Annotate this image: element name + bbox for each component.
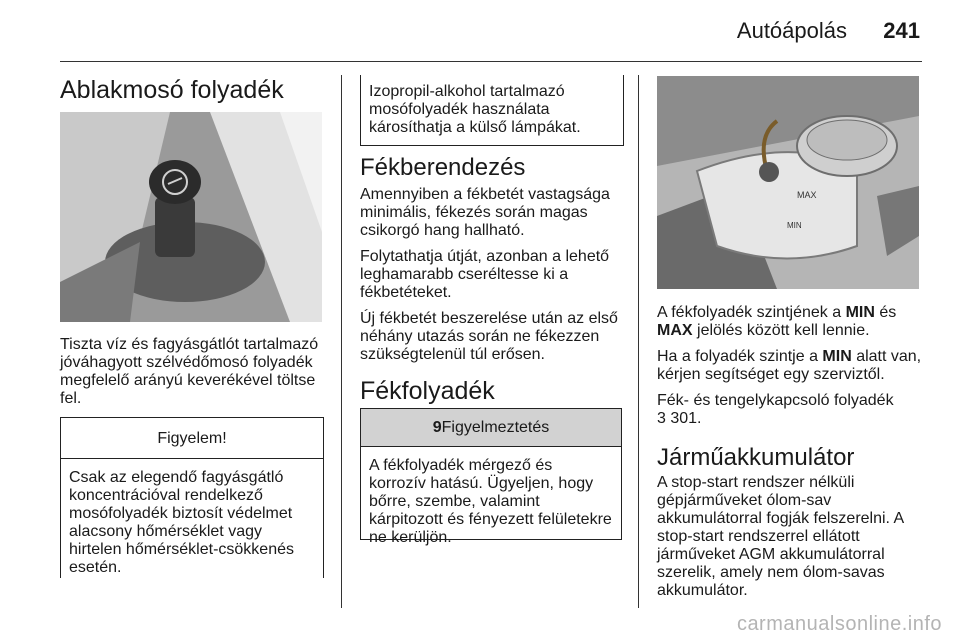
max-mark-label: MAX (797, 190, 817, 200)
text-fragment: A fékfolyadék szintjének a (657, 304, 846, 321)
max-label: MAX (657, 322, 693, 339)
section-heading-brakes: Fékberendezés (360, 154, 526, 181)
warning-text: A fékfolyadék mérgező és korrozív hatású. Ügyeljen, hogy bőrre, szembe, valamint kárpitozott és fényezett felületekre ne kerüljön. (369, 457, 612, 546)
text-fragment: alatt van, kérjen segítséget egy szerviztől. (657, 348, 922, 383)
page-number: 241 (883, 18, 920, 43)
continued-notice-box (360, 75, 624, 146)
brake-fluid-reservoir-photo (657, 76, 919, 289)
section-heading-brake-fluid: Fékfolyadék (360, 377, 495, 405)
washer-reservoir-illustration (60, 112, 322, 322)
section-heading-washer-fluid: Ablakmosó folyadék (60, 76, 284, 104)
brake-fluid-low-text (657, 348, 927, 384)
watermark-text: carmanualsonline.info (736, 613, 942, 635)
text-fragment: jelölés között kell lennie. (692, 322, 870, 339)
text-fragment: Ha a folyadék szintje a (657, 348, 823, 365)
column-divider-2 (638, 75, 639, 608)
text-fragment: és (874, 304, 897, 321)
notice-box (60, 417, 324, 578)
washer-fluid-text: Tiszta víz és fagyásgátlót tartalmazó jóváhagyott szélvédőmosó folyadék megfelelő arányú keverékével töltse fel. (60, 336, 319, 407)
brakes-text-1: Amennyiben a fékbetét vastagsága minimális, fékezés során magas csikorgó hang hallható. (360, 186, 610, 239)
brakes-text-2: Folytathatja útját, azonban a lehető leghamarabb cseréltesse ki a fékbetéteket. (360, 248, 610, 301)
text-fragment: Fék- és tengelykapcsoló folyadék (657, 392, 894, 409)
min-label: MIN (845, 304, 875, 321)
continued-notice-text: Izopropil-alkohol tartalmazó mosófolyadék használata károsíthatja a külső lámpákat. (369, 83, 581, 136)
battery-text: A stop-start rendszer nélküli gépjárműveket ólom-sav akkumulátorral fogják felszerelni. A stop-start rendszerrel ellátott járműveket AGM akkumulátorral szerelik, amely nem ólom-savas akkumulátor. (657, 474, 904, 599)
brakes-text-3: Új fékbetét beszerelése után az első néhány utazás során ne fékezzen szükségtelenül túl erősen. (360, 310, 618, 363)
page-reference-link[interactable]: 3 301. (657, 410, 702, 427)
brake-clutch-fluid-text (657, 392, 927, 428)
header-divider (60, 61, 922, 62)
brake-reservoir-illustration (657, 76, 919, 289)
min-label: MIN (822, 348, 852, 365)
warning-box (360, 408, 622, 546)
washer-reservoir-photo (60, 112, 322, 322)
section-heading-battery: Járműakkumulátor (657, 444, 855, 471)
header-title: Autóápolás (736, 18, 847, 43)
warning-title: Figyelmeztetés (441, 419, 550, 436)
brake-fluid-level-text (657, 304, 927, 340)
column-divider-1 (341, 75, 342, 608)
min-mark-label: MIN (787, 221, 802, 230)
notice-text: Csak az elegendő fagyásgátló koncentrációval rendelkező mosófolyadék biztosít védelmet alacsony hőmérséklet vagy hirtelen hőmérséklet-csökkenés esetén. (69, 469, 294, 576)
warning-header (361, 409, 621, 447)
notice-title: Figyelem! (61, 418, 323, 459)
warning-triangle-icon: 9 (432, 419, 442, 436)
